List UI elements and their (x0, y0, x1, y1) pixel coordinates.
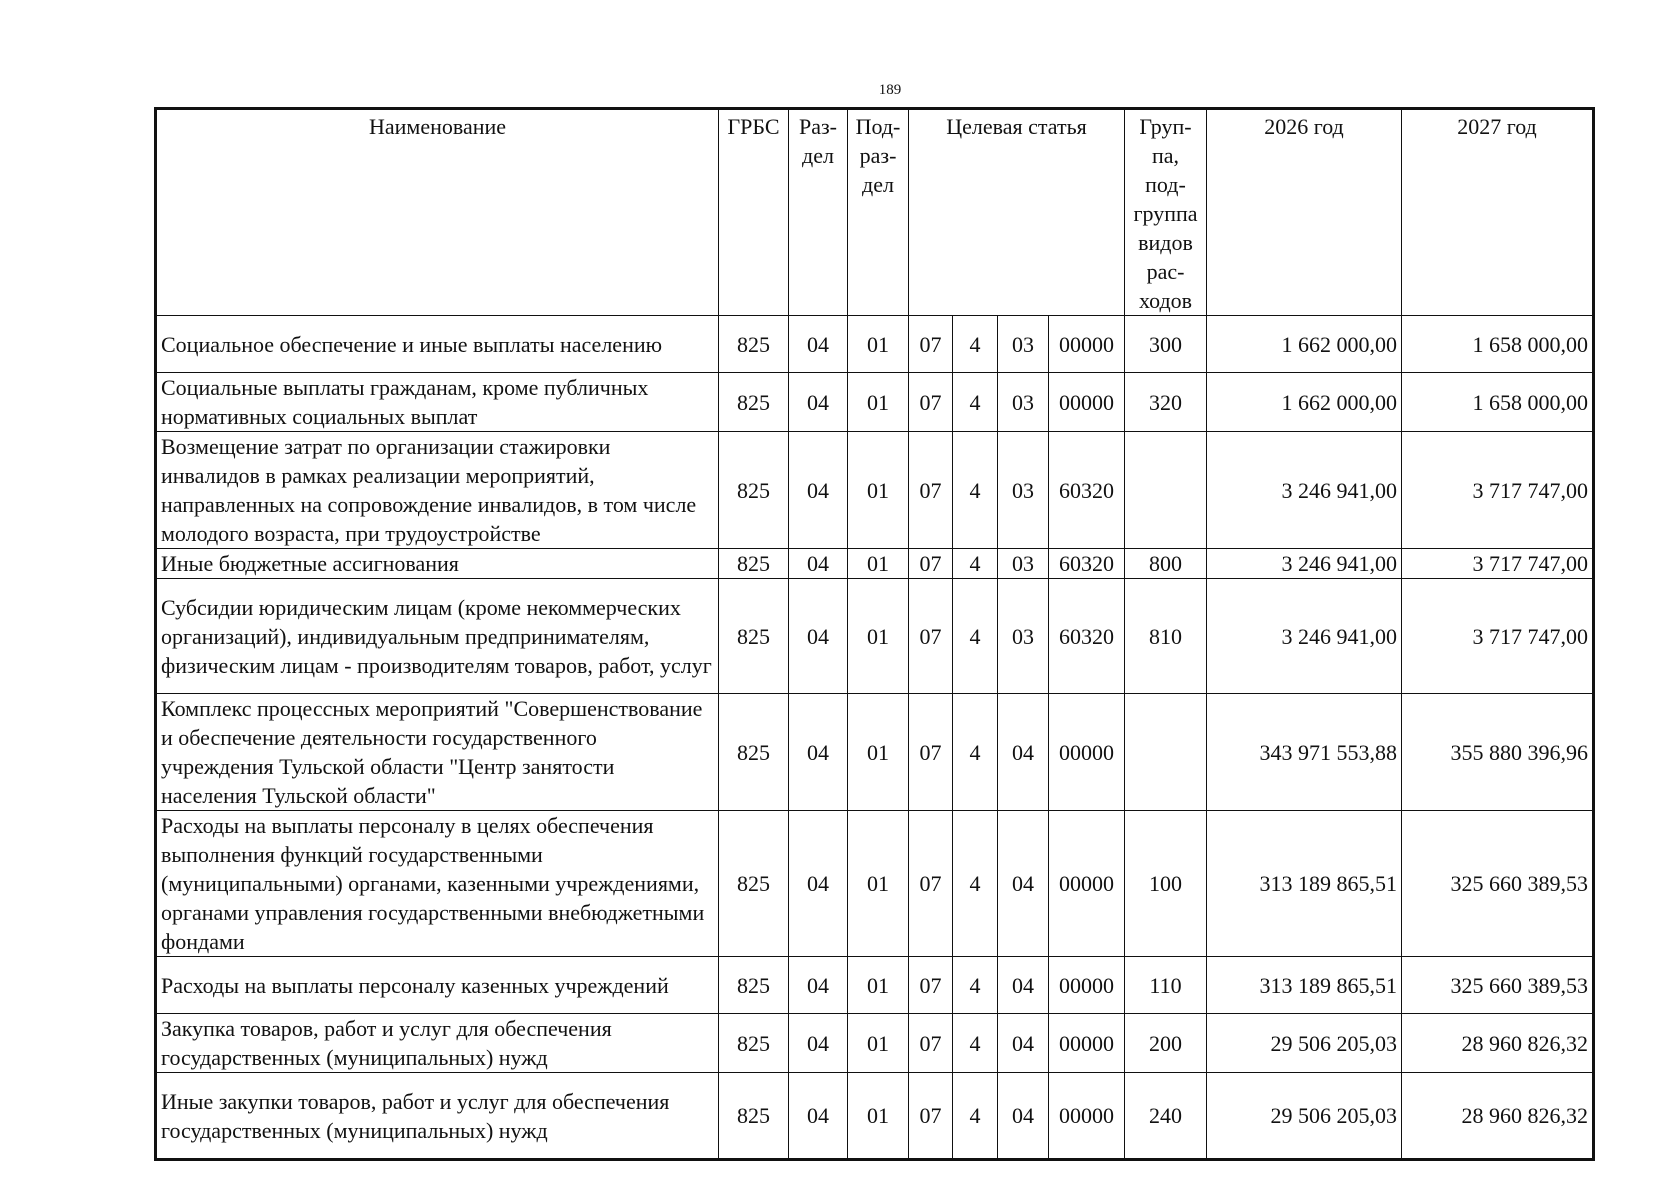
page-number: 189 (878, 82, 902, 98)
cell-t1: 07 (909, 1014, 953, 1073)
cell-y2027: 3 717 747,00 (1402, 549, 1594, 579)
cell-grbs: 825 (719, 1014, 789, 1073)
header-grbs: ГРБС (719, 109, 789, 316)
cell-y2027: 3 717 747,00 (1402, 579, 1594, 694)
cell-t4: 00000 (1049, 1014, 1125, 1073)
cell-vr (1125, 694, 1207, 811)
header-razdel: Раз- дел (789, 109, 848, 316)
cell-t4: 00000 (1049, 373, 1125, 432)
cell-t4: 00000 (1049, 694, 1125, 811)
cell-prz: 01 (848, 1014, 909, 1073)
budget-table (154, 107, 1595, 1161)
cell-prz: 01 (848, 373, 909, 432)
cell-vr: 320 (1125, 373, 1207, 432)
table-row (156, 316, 1594, 373)
cell-y2027: 1 658 000,00 (1402, 316, 1594, 373)
cell-t1: 07 (909, 373, 953, 432)
header-expense-group: Груп- па, под- группа видов рас- ходов (1125, 109, 1207, 316)
cell-y2027: 325 660 389,53 (1402, 811, 1594, 957)
cell-t4: 60320 (1049, 432, 1125, 549)
cell-t4: 60320 (1049, 549, 1125, 579)
cell-vr: 110 (1125, 957, 1207, 1014)
cell-name: Субсидии юридическим лицам (кроме некоммерческих организаций), индивидуальным предпринимателям, физическим лицам - производителям товаров, работ, услуг (156, 579, 719, 694)
cell-t1: 07 (909, 432, 953, 549)
cell-t3: 04 (998, 811, 1049, 957)
cell-y2026: 1 662 000,00 (1207, 373, 1402, 432)
cell-name: Возмещение затрат по организации стажировки инвалидов в рамках реализации мероприятий, направленных на сопровождение инвалидов, в том числе молодого возраста, при трудоустройстве (156, 432, 719, 549)
cell-t4: 00000 (1049, 1073, 1125, 1160)
table-row (156, 694, 1594, 811)
cell-y2026: 3 246 941,00 (1207, 432, 1402, 549)
cell-name: Комплекс процессных мероприятий "Совершенствование и обеспечение деятельности государственного учреждения Тульской области "Центр занятости населения Тульской области" (156, 694, 719, 811)
cell-t3: 03 (998, 373, 1049, 432)
cell-t3: 03 (998, 316, 1049, 373)
table-row (156, 957, 1594, 1014)
table-row (156, 579, 1594, 694)
cell-t2: 4 (953, 316, 998, 373)
cell-y2027: 355 880 396,96 (1402, 694, 1594, 811)
cell-y2027: 28 960 826,32 (1402, 1073, 1594, 1160)
cell-rz: 04 (789, 694, 848, 811)
cell-grbs: 825 (719, 373, 789, 432)
header-2027: 2027 год (1402, 109, 1594, 316)
cell-t3: 03 (998, 432, 1049, 549)
cell-t1: 07 (909, 811, 953, 957)
cell-y2027: 1 658 000,00 (1402, 373, 1594, 432)
cell-prz: 01 (848, 811, 909, 957)
cell-rz: 04 (789, 811, 848, 957)
cell-name: Социальное обеспечение и иные выплаты населению (156, 316, 719, 373)
cell-vr (1125, 432, 1207, 549)
cell-grbs: 825 (719, 549, 789, 579)
cell-y2026: 29 506 205,03 (1207, 1014, 1402, 1073)
cell-t3: 04 (998, 1014, 1049, 1073)
cell-name: Иные закупки товаров, работ и услуг для обеспечения государственных (муниципальных) нужд (156, 1073, 719, 1160)
cell-y2026: 3 246 941,00 (1207, 549, 1402, 579)
cell-y2026: 1 662 000,00 (1207, 316, 1402, 373)
cell-t4: 60320 (1049, 579, 1125, 694)
cell-prz: 01 (848, 432, 909, 549)
cell-vr: 100 (1125, 811, 1207, 957)
cell-t3: 04 (998, 957, 1049, 1014)
cell-t3: 04 (998, 694, 1049, 811)
cell-rz: 04 (789, 579, 848, 694)
cell-y2027: 325 660 389,53 (1402, 957, 1594, 1014)
cell-t2: 4 (953, 549, 998, 579)
cell-name: Расходы на выплаты персоналу казенных учреждений (156, 957, 719, 1014)
cell-rz: 04 (789, 1014, 848, 1073)
table-row (156, 549, 1594, 579)
cell-t4: 00000 (1049, 811, 1125, 957)
cell-t2: 4 (953, 694, 998, 811)
cell-y2027: 28 960 826,32 (1402, 1014, 1594, 1073)
cell-t1: 07 (909, 549, 953, 579)
cell-y2026: 29 506 205,03 (1207, 1073, 1402, 1160)
cell-name: Иные бюджетные ассигнования (156, 549, 719, 579)
cell-prz: 01 (848, 316, 909, 373)
cell-t2: 4 (953, 373, 998, 432)
cell-grbs: 825 (719, 1073, 789, 1160)
cell-t1: 07 (909, 579, 953, 694)
cell-rz: 04 (789, 316, 848, 373)
cell-vr: 300 (1125, 316, 1207, 373)
header-podrazdel: Под- раз- дел (848, 109, 909, 316)
header-name: Наименование (156, 109, 719, 316)
table-row (156, 811, 1594, 957)
cell-rz: 04 (789, 432, 848, 549)
cell-vr: 200 (1125, 1014, 1207, 1073)
cell-name: Социальные выплаты гражданам, кроме публичных нормативных социальных выплат (156, 373, 719, 432)
cell-t2: 4 (953, 957, 998, 1014)
cell-grbs: 825 (719, 432, 789, 549)
cell-t2: 4 (953, 579, 998, 694)
cell-t1: 07 (909, 1073, 953, 1160)
cell-t2: 4 (953, 432, 998, 549)
cell-t1: 07 (909, 316, 953, 373)
cell-t2: 4 (953, 1073, 998, 1160)
cell-prz: 01 (848, 549, 909, 579)
cell-grbs: 825 (719, 694, 789, 811)
cell-t1: 07 (909, 957, 953, 1014)
cell-grbs: 825 (719, 579, 789, 694)
cell-y2026: 343 971 553,88 (1207, 694, 1402, 811)
cell-t1: 07 (909, 694, 953, 811)
table-row (156, 432, 1594, 549)
cell-rz: 04 (789, 549, 848, 579)
header-2026: 2026 год (1207, 109, 1402, 316)
table-row (156, 1073, 1594, 1160)
cell-grbs: 825 (719, 811, 789, 957)
cell-rz: 04 (789, 1073, 848, 1160)
cell-grbs: 825 (719, 316, 789, 373)
header-row (156, 109, 1594, 316)
cell-rz: 04 (789, 957, 848, 1014)
cell-prz: 01 (848, 957, 909, 1014)
cell-name: Закупка товаров, работ и услуг для обеспечения государственных (муниципальных) нужд (156, 1014, 719, 1073)
cell-vr: 800 (1125, 549, 1207, 579)
cell-y2026: 313 189 865,51 (1207, 957, 1402, 1014)
cell-t3: 04 (998, 1073, 1049, 1160)
cell-prz: 01 (848, 694, 909, 811)
cell-name: Расходы на выплаты персоналу в целях обеспечения выполнения функций государственными (муниципальными) органами, казенными учреждениями, органами управления государственными внебюджетными фондами (156, 811, 719, 957)
cell-t3: 03 (998, 549, 1049, 579)
table-row (156, 373, 1594, 432)
cell-t4: 00000 (1049, 957, 1125, 1014)
cell-prz: 01 (848, 1073, 909, 1160)
cell-vr: 810 (1125, 579, 1207, 694)
cell-y2026: 3 246 941,00 (1207, 579, 1402, 694)
cell-prz: 01 (848, 579, 909, 694)
cell-grbs: 825 (719, 957, 789, 1014)
cell-t4: 00000 (1049, 316, 1125, 373)
table-row (156, 1014, 1594, 1073)
cell-y2027: 3 717 747,00 (1402, 432, 1594, 549)
cell-rz: 04 (789, 373, 848, 432)
cell-t2: 4 (953, 1014, 998, 1073)
cell-vr: 240 (1125, 1073, 1207, 1160)
header-target-article: Целевая статья (909, 109, 1125, 316)
cell-t3: 03 (998, 579, 1049, 694)
cell-y2026: 313 189 865,51 (1207, 811, 1402, 957)
cell-t2: 4 (953, 811, 998, 957)
